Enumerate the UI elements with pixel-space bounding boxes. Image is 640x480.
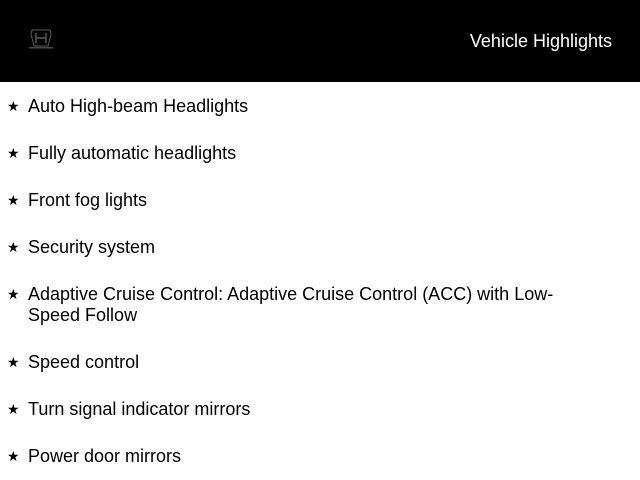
star-bullet-icon: ★ xyxy=(7,192,20,208)
highlight-text: Fully automatic headlights xyxy=(28,143,237,163)
star-bullet-icon: ★ xyxy=(7,145,20,161)
highlight-text: Adaptive Cruise Control: Adaptive Cruise Control (ACC) with Low-Speed Follow xyxy=(28,284,554,325)
page-title: Vehicle Highlights xyxy=(469,31,612,51)
highlight-text: Power door mirrors xyxy=(28,446,182,466)
star-bullet-icon: ★ xyxy=(7,286,20,302)
star-bullet-icon: ★ xyxy=(7,448,20,464)
star-bullet-icon: ★ xyxy=(7,239,20,255)
star-bullet-icon: ★ xyxy=(7,98,20,114)
highlight-text: Auto High-beam Headlights xyxy=(28,96,249,116)
highlight-text: Turn signal indicator mirrors xyxy=(28,399,251,419)
star-bullet-icon: ★ xyxy=(7,401,20,417)
highlight-text: Speed control xyxy=(28,352,140,372)
star-bullet-icon: ★ xyxy=(7,354,20,370)
highlight-text: Front fog lights xyxy=(28,190,148,210)
highlight-text: Security system xyxy=(28,237,156,257)
